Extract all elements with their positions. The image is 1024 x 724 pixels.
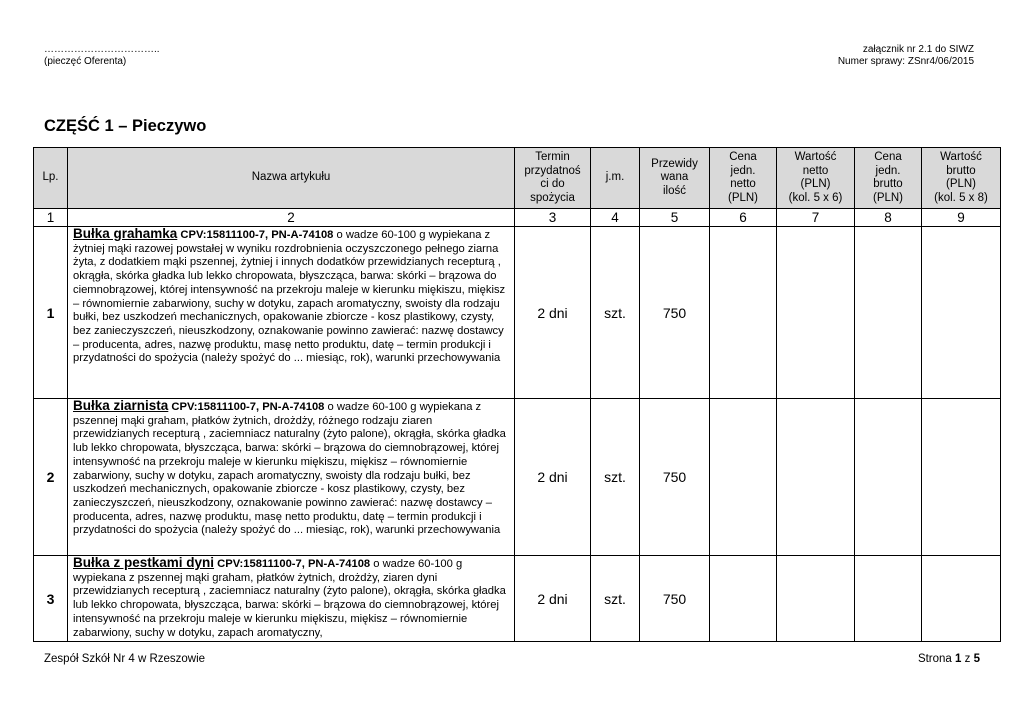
page-of: z xyxy=(964,653,971,665)
header-cena-netto: Cena jedn. netto (PLN) xyxy=(710,148,777,209)
item-description xyxy=(68,227,515,399)
column-number: 8 xyxy=(855,209,922,227)
case-number: Numer sprawy: ZSnr4/06/2015 xyxy=(837,56,974,67)
ilosc-cell: 750 xyxy=(640,556,710,642)
table-header-row xyxy=(34,148,1001,209)
header-ilosc: Przewidy wana ilość xyxy=(640,148,710,209)
page-current: 1 xyxy=(955,653,962,665)
cena-netto-cell[interactable] xyxy=(710,227,777,399)
footer-school: Zespół Szkół Nr 4 w Rzeszowie xyxy=(44,653,206,665)
item-name: Bułka grahamka xyxy=(73,226,178,241)
column-number-row xyxy=(34,209,1001,227)
page-title: CZĘŚĆ 1 – Pieczywo xyxy=(44,117,207,135)
jm-cell: szt. xyxy=(591,399,640,556)
ilosc-cell: 750 xyxy=(640,399,710,556)
item-code: CPV:15811100-7, PN-A-74108 xyxy=(217,558,371,570)
item-description xyxy=(68,399,515,556)
item-details: o wadze 60-100 g wypiekana z żytniej mąki razowej powstałej w wyniku rozdrobnienia oczyszczonego pełnego ziarna żyta, z dodatkiem mąki pszennej, żytniej i innych dodatków przewidzianych recepturą , okrągła, skórka gładka lub lekko chropowata, błyszcząca, barwa: skórki – brązowa do ciemnobrązowej, której intensywność na przekroju maleje w kierunku miękiszu, miękisz – równomiernie zabarwiony, suchy w dotyku, zapach aromatyczny, swoisty dla rodzaju bułki, bez uszkodzeń mechanicznych, opakowanie zbiorcze - kosz plastikowy, czysty, bez zanieczyszczeń, nieuszkodzony, oznakowanie powinno zawierać: nazwę dostawcy – producenta, adres, nazwę produktu, masę netto produktu, datę – termin produkcji i przydatności do spożycia (należy spożyć do ... miesiąc, rok), warunki przechowywania xyxy=(73,229,506,365)
jm-cell: szt. xyxy=(591,227,640,399)
item-description xyxy=(68,556,515,642)
termin-cell: 2 dni xyxy=(515,227,591,399)
table-row xyxy=(34,227,1001,399)
column-number: 5 xyxy=(640,209,710,227)
column-number: 3 xyxy=(515,209,591,227)
wartosc-brutto-cell[interactable] xyxy=(922,556,1001,642)
cena-netto-cell[interactable] xyxy=(710,556,777,642)
header-wartosc-brutto: Wartość brutto (PLN) (kol. 5 x 8) xyxy=(922,148,1001,209)
cena-netto-cell[interactable] xyxy=(710,399,777,556)
row-lp: 3 xyxy=(34,556,68,642)
item-details: o wadze 60-100 g wypiekana z pszennej mąki graham, płatków żytnich, drożdży, ziaren dyni przewidzianych recepturą , zaciemniacz naturalny (żyto palone), okrągła, skórka gładka lub lekko chropowata, błyszcząca, barwa: skórki – brązowa do ciemnobrązowej, której intensywność na przekroju maleje w kierunku miękiszu, miękisz – równomiernie zabarwiony, suchy w dotyku, zapach aromatyczny, xyxy=(73,558,506,639)
ilosc-cell: 750 xyxy=(640,227,710,399)
column-number: 7 xyxy=(777,209,855,227)
row-lp: 1 xyxy=(34,227,68,399)
items-table xyxy=(33,147,1001,642)
attachment-label: załącznik nr 2.1 do SIWZ xyxy=(862,44,974,55)
header-jm: j.m. xyxy=(591,148,640,209)
table-row xyxy=(34,399,1001,556)
termin-cell: 2 dni xyxy=(515,556,591,642)
item-code: CPV:15811100-7, PN-A-74108 xyxy=(180,229,334,241)
header-name: Nazwa artykułu xyxy=(68,148,515,209)
item-name: Bułka ziarnista xyxy=(73,398,169,413)
item-name: Bułka z pestkami dyni xyxy=(73,556,215,570)
row-lp: 2 xyxy=(34,399,68,556)
stamp-area xyxy=(44,44,160,68)
wartosc-netto-cell[interactable] xyxy=(777,399,855,556)
header-lp: Lp. xyxy=(34,148,68,209)
document-reference xyxy=(838,44,974,68)
page-label: Strona xyxy=(917,653,952,665)
cena-brutto-cell[interactable] xyxy=(855,556,922,642)
header-termin: Termin przydatnoś ci do spożycia xyxy=(515,148,591,209)
page-total: 5 xyxy=(973,653,980,665)
wartosc-netto-cell[interactable] xyxy=(777,556,855,642)
item-code: CPV:15811100-7, PN-A-74108 xyxy=(171,401,325,413)
column-number: 6 xyxy=(710,209,777,227)
page-indicator xyxy=(918,653,980,665)
table-row xyxy=(34,556,1001,642)
item-details: o wadze 60-100 g wypiekana z pszennej mąki graham, płatków żytnich, drożdży, różnego rodzaju ziaren przewidzianych recepturą , zaciemniacz naturalny (żyto palone), okrągła, skórka gładka lub lekko chropowata, błyszcząca, barwa: skórki – brązowa do ciemnobrązowej, której intensywność na przekroju maleje w kierunku miękiszu, miękisz – równomiernie zabarwiony, suchy w dotyku, zapach aromatyczny, swoisty dla rodzaju bułki, bez uszkodzeń mechanicznych, opakowanie zbiorcze - kosz plastikowy, czysty, bez zanieczyszczeń, nieuszkodzony, oznakowanie powinno zawierać: nazwę dostawcy – producenta, adres, nazwę produktu, masę netto produktu, datę – termin produkcji i przydatności do spożycia (należy spożyć do ... miesiąc, rok), warunki przechowywania xyxy=(73,401,506,537)
jm-cell: szt. xyxy=(591,556,640,642)
stamp-dots: …………………………….. xyxy=(44,44,160,55)
column-number: 4 xyxy=(591,209,640,227)
wartosc-netto-cell[interactable] xyxy=(777,227,855,399)
column-number: 9 xyxy=(922,209,1001,227)
cena-brutto-cell[interactable] xyxy=(855,399,922,556)
termin-cell: 2 dni xyxy=(515,399,591,556)
column-number: 2 xyxy=(68,209,515,227)
header-cena-brutto: Cena jedn. brutto (PLN) xyxy=(855,148,922,209)
column-number: 1 xyxy=(34,209,68,227)
header-wartosc-netto: Wartość netto (PLN) (kol. 5 x 6) xyxy=(777,148,855,209)
wartosc-brutto-cell[interactable] xyxy=(922,399,1001,556)
wartosc-brutto-cell[interactable] xyxy=(922,227,1001,399)
stamp-label: (pieczęć Oferenta) xyxy=(44,56,127,67)
cena-brutto-cell[interactable] xyxy=(855,227,922,399)
